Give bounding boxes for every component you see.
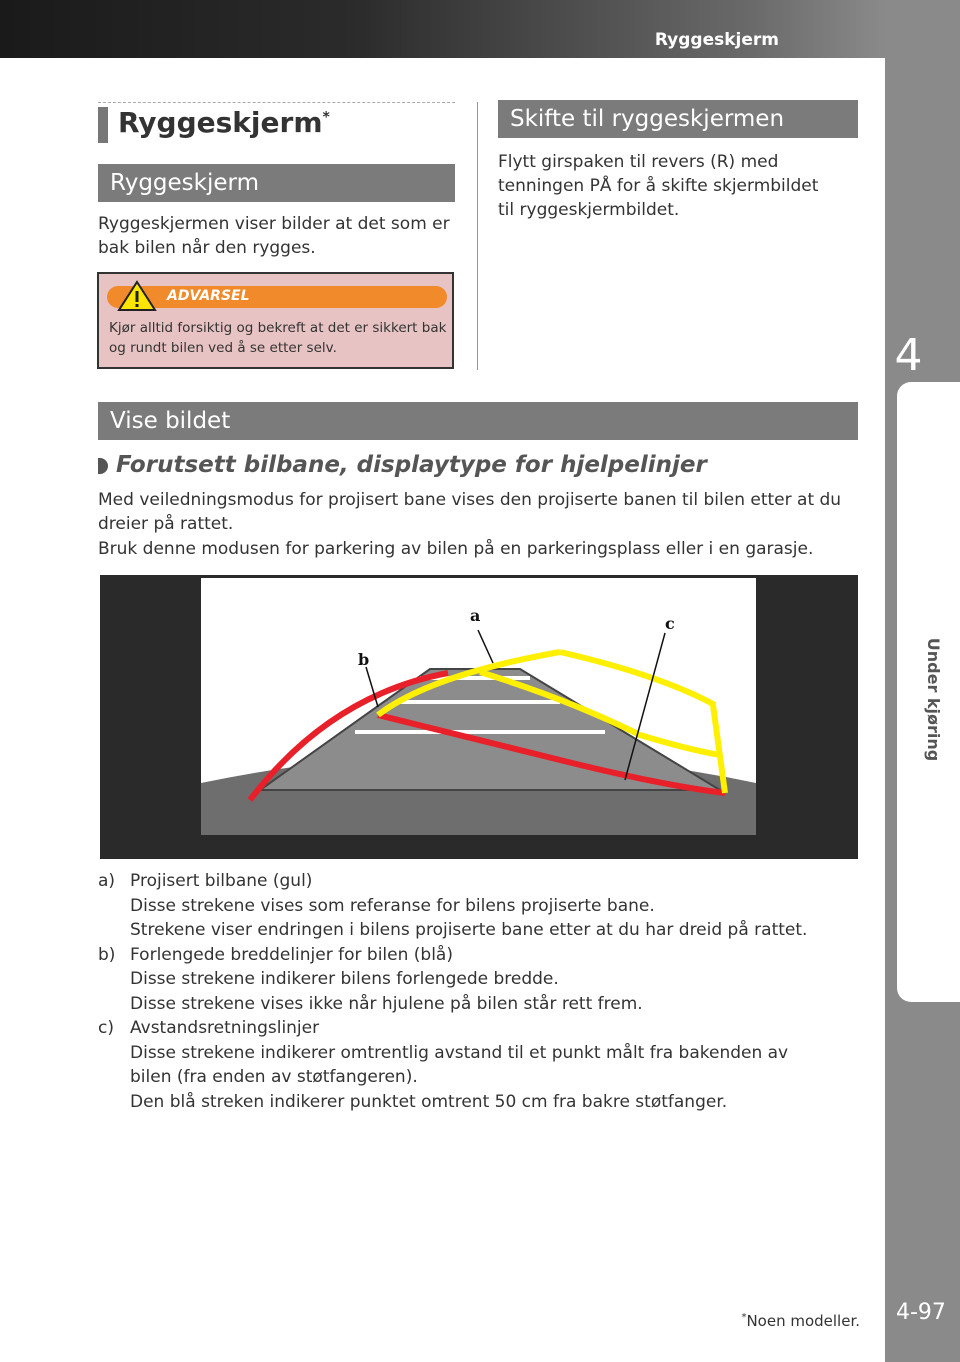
- section-title: Vise bildet: [110, 408, 231, 434]
- left-section-title: Ryggeskjerm: [110, 170, 259, 196]
- list-line: Disse strekene indikerer bilens forlengede bredde.: [130, 969, 559, 989]
- footnote-marker: *: [322, 109, 330, 126]
- list-line: Projisert bilbane (gul): [130, 871, 313, 891]
- list-label: a): [98, 871, 116, 891]
- chapter-number: 4: [894, 330, 923, 381]
- right-section-bar: [498, 100, 858, 138]
- page-number: 4-97: [896, 1300, 946, 1325]
- subheading: [98, 452, 707, 478]
- list-item-a: [98, 869, 858, 943]
- list-line: Disse strekene vises som referanse for bilens projiserte bane.: [130, 895, 655, 916]
- section-para1: Med veiledningsmodus for projisert bane vises den projiserte banen til bilen etter at du dreier på rattet.: [98, 490, 842, 534]
- warning-pill: [107, 286, 447, 308]
- list-item-b: [98, 943, 858, 1017]
- list-line: Avstandsretningslinjer: [130, 1018, 320, 1038]
- warning-text: Kjør alltid forsiktig og bekreft at det er sikkert bak og rundt bilen ved å se etter selv.: [109, 320, 447, 356]
- list-label: b): [98, 944, 116, 965]
- label-c: c: [665, 614, 675, 633]
- bullet-marker: [98, 458, 108, 474]
- header-title: Ryggeskjerm: [654, 30, 779, 50]
- list-line: bilen (fra enden av støtfangeren).: [130, 1067, 418, 1087]
- list-line: Disse strekene indikerer omtrentlig avstand til et punkt målt fra bakenden av: [130, 1042, 789, 1063]
- label-a: a: [470, 606, 481, 625]
- main-heading-block: [98, 102, 455, 143]
- footnote-marker: *: [741, 1312, 747, 1323]
- footnote: [741, 1312, 860, 1330]
- list-line: Disse strekene vises ikke når hjulene på bilen står rett frem.: [130, 993, 643, 1014]
- camera-view-figure: [100, 575, 858, 859]
- legend-list: [98, 869, 858, 1114]
- right-text: Flytt girspaken til revers (R) med tenningen PÅ for å skifte skjermbildet til ryggeskjermbildet.: [498, 152, 819, 220]
- footnote-text: Noen modeller.: [746, 1312, 860, 1330]
- warning-box: [97, 272, 454, 369]
- warning-label: ADVARSEL: [167, 288, 250, 304]
- label-b: b: [358, 650, 370, 669]
- list-line: Den blå streken indikerer punktet omtrent 50 cm fra bakre støtfanger.: [130, 1091, 728, 1112]
- list-item-c: [98, 1016, 858, 1114]
- page-title-text: Ryggeskjerm: [118, 106, 323, 139]
- list-line: Strekene viser endringen i bilens projiserte bane etter at du har dreid på rattet.: [130, 920, 808, 940]
- left-intro: Ryggeskjermen viser bilder at det som er bak bilen når den rygges.: [98, 214, 450, 258]
- list-line: Forlengede breddelinjer for bilen (blå): [130, 944, 453, 965]
- heading-bar: [98, 107, 108, 143]
- page-header: [0, 0, 885, 58]
- section-bar: [98, 402, 858, 440]
- subheading-text: Forutsett bilbane, displaytype for hjelpelinjer: [116, 452, 707, 478]
- warning-icon: [117, 280, 157, 312]
- section-para2: Bruk denne modusen for parkering av bilen på en parkeringsplass eller i en garasje.: [98, 539, 814, 559]
- list-label: c): [98, 1018, 114, 1038]
- chapter-section-label: Under kjøring: [924, 637, 944, 762]
- right-section-title: Skifte til ryggeskjermen: [510, 106, 785, 132]
- column-divider: [477, 102, 478, 370]
- left-section-bar: [98, 164, 455, 202]
- page-title: [118, 106, 330, 139]
